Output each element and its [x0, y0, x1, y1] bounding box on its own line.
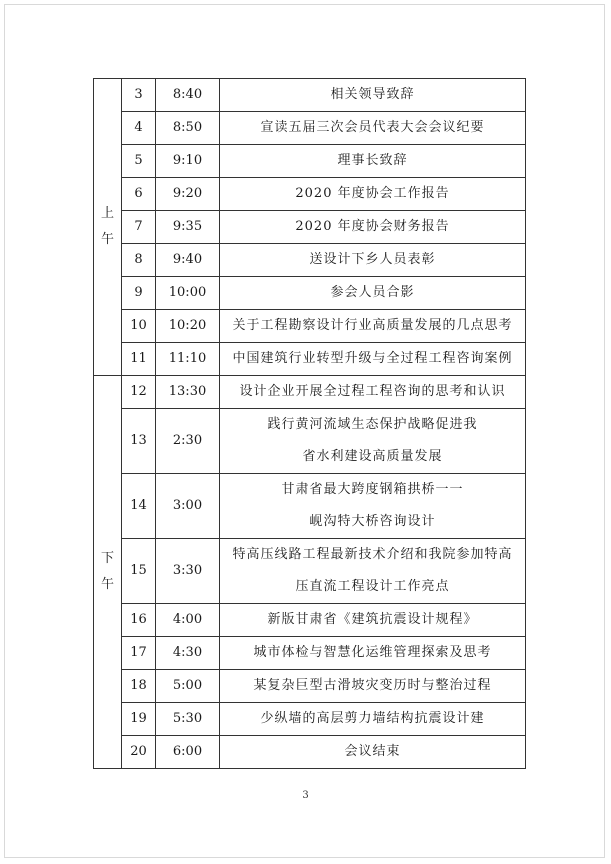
- item-number: 4: [122, 112, 156, 145]
- item-time: 3:00: [156, 474, 220, 539]
- item-topic: [220, 211, 526, 244]
- item-topic: [220, 178, 526, 211]
- session-label-char: 午: [100, 577, 114, 592]
- table-row: [94, 637, 526, 670]
- topic-line: 甘肃省最大跨度钢箱拱桥一一: [281, 482, 464, 497]
- item-number: 7: [122, 211, 156, 244]
- topic-line: 2020 年度协会工作报告: [295, 186, 450, 201]
- table-row: [94, 474, 526, 539]
- item-number: 6: [122, 178, 156, 211]
- afternoon-session-cell: [94, 376, 122, 769]
- topic-line: 特高压线路工程最新技术介绍和我院参加特高: [232, 547, 513, 562]
- item-number: 9: [122, 277, 156, 310]
- item-time: 9:40: [156, 244, 220, 277]
- item-number: 17: [122, 637, 156, 670]
- item-topic: [220, 112, 526, 145]
- item-time: 9:20: [156, 178, 220, 211]
- item-number: 12: [122, 376, 156, 409]
- schedule-table: [93, 78, 526, 769]
- table-row: [94, 703, 526, 736]
- table-row: [94, 79, 526, 112]
- item-time: 10:20: [156, 310, 220, 343]
- item-topic: [220, 376, 526, 409]
- session-label-char: 下: [100, 551, 114, 566]
- topic-line: 城市体检与智慧化运维管理探索及思考: [253, 645, 492, 660]
- topic-line: 中国建筑行业转型升级与全过程工程咨询案例: [232, 351, 513, 366]
- item-topic: [220, 343, 526, 376]
- schedule-body: [94, 79, 526, 769]
- table-row: [94, 244, 526, 277]
- table-row: [94, 277, 526, 310]
- table-row: [94, 376, 526, 409]
- table-row: [94, 178, 526, 211]
- table-row: [94, 343, 526, 376]
- item-time: 5:30: [156, 703, 220, 736]
- item-time: 9:10: [156, 145, 220, 178]
- topic-line: 相关领导致辞: [330, 87, 415, 102]
- table-row: [94, 112, 526, 145]
- item-time: 3:30: [156, 539, 220, 604]
- item-time: 4:00: [156, 604, 220, 637]
- topic-line: 设计企业开展全过程工程咨询的思考和认识: [239, 384, 506, 399]
- item-number: 14: [122, 474, 156, 539]
- item-number: 10: [122, 310, 156, 343]
- item-number: 19: [122, 703, 156, 736]
- item-time: 5:00: [156, 670, 220, 703]
- item-time: 9:35: [156, 211, 220, 244]
- topic-line: 践行黄河流域生态保护战略促进我: [267, 417, 478, 432]
- item-topic: [220, 474, 526, 539]
- item-number: 11: [122, 343, 156, 376]
- item-topic: [220, 145, 526, 178]
- topic-line: 省水利建设高质量发展: [302, 449, 443, 464]
- item-topic: [220, 703, 526, 736]
- item-time: 2:30: [156, 409, 220, 474]
- morning-session-cell: [94, 79, 122, 376]
- topic-line: 理事长致辞: [337, 153, 408, 168]
- page-number: 3: [302, 790, 309, 801]
- table-row: [94, 310, 526, 343]
- item-number: 20: [122, 736, 156, 769]
- topic-line: 2020 年度协会财务报告: [295, 219, 450, 234]
- item-time: 8:50: [156, 112, 220, 145]
- item-number: 18: [122, 670, 156, 703]
- item-time: 8:40: [156, 79, 220, 112]
- topic-line: 参会人员合影: [330, 285, 415, 300]
- item-number: 16: [122, 604, 156, 637]
- item-topic: [220, 244, 526, 277]
- item-topic: [220, 670, 526, 703]
- item-number: 13: [122, 409, 156, 474]
- item-time: 11:10: [156, 343, 220, 376]
- item-time: 6:00: [156, 736, 220, 769]
- item-time: 10:00: [156, 277, 220, 310]
- item-number: 5: [122, 145, 156, 178]
- topic-line: 某复杂巨型古滑坡灾变历时与整治过程: [253, 678, 492, 693]
- topic-line: 少纵墙的高层剪力墙结构抗震设计建: [260, 711, 485, 726]
- table-row: [94, 736, 526, 769]
- table-row: [94, 539, 526, 604]
- topic-line: 宣读五届三次会员代表大会会议纪要: [260, 120, 485, 135]
- item-time: 4:30: [156, 637, 220, 670]
- session-label-char: 上: [100, 206, 114, 221]
- table-row: [94, 604, 526, 637]
- topic-line: 送设计下乡人员表彰: [309, 252, 436, 267]
- item-number: 8: [122, 244, 156, 277]
- topic-line: 压直流工程设计工作亮点: [295, 579, 450, 594]
- item-topic: [220, 604, 526, 637]
- item-topic: [220, 277, 526, 310]
- item-time: 13:30: [156, 376, 220, 409]
- item-number: 3: [122, 79, 156, 112]
- item-topic: [220, 736, 526, 769]
- item-topic: [220, 79, 526, 112]
- item-topic: [220, 637, 526, 670]
- item-topic: [220, 409, 526, 474]
- item-topic: [220, 310, 526, 343]
- topic-line: 会议结束: [344, 744, 401, 759]
- table-row: [94, 211, 526, 244]
- session-label-char: 午: [100, 232, 114, 247]
- table-row: [94, 670, 526, 703]
- item-number: 15: [122, 539, 156, 604]
- topic-line: 新版甘肃省《建筑抗震设计规程》: [267, 612, 478, 627]
- topic-line: 关于工程勘察设计行业高质量发展的几点思考: [232, 318, 513, 333]
- topic-line: 岘沟特大桥咨询设计: [309, 514, 436, 529]
- item-topic: [220, 539, 526, 604]
- table-row: [94, 409, 526, 474]
- table-row: [94, 145, 526, 178]
